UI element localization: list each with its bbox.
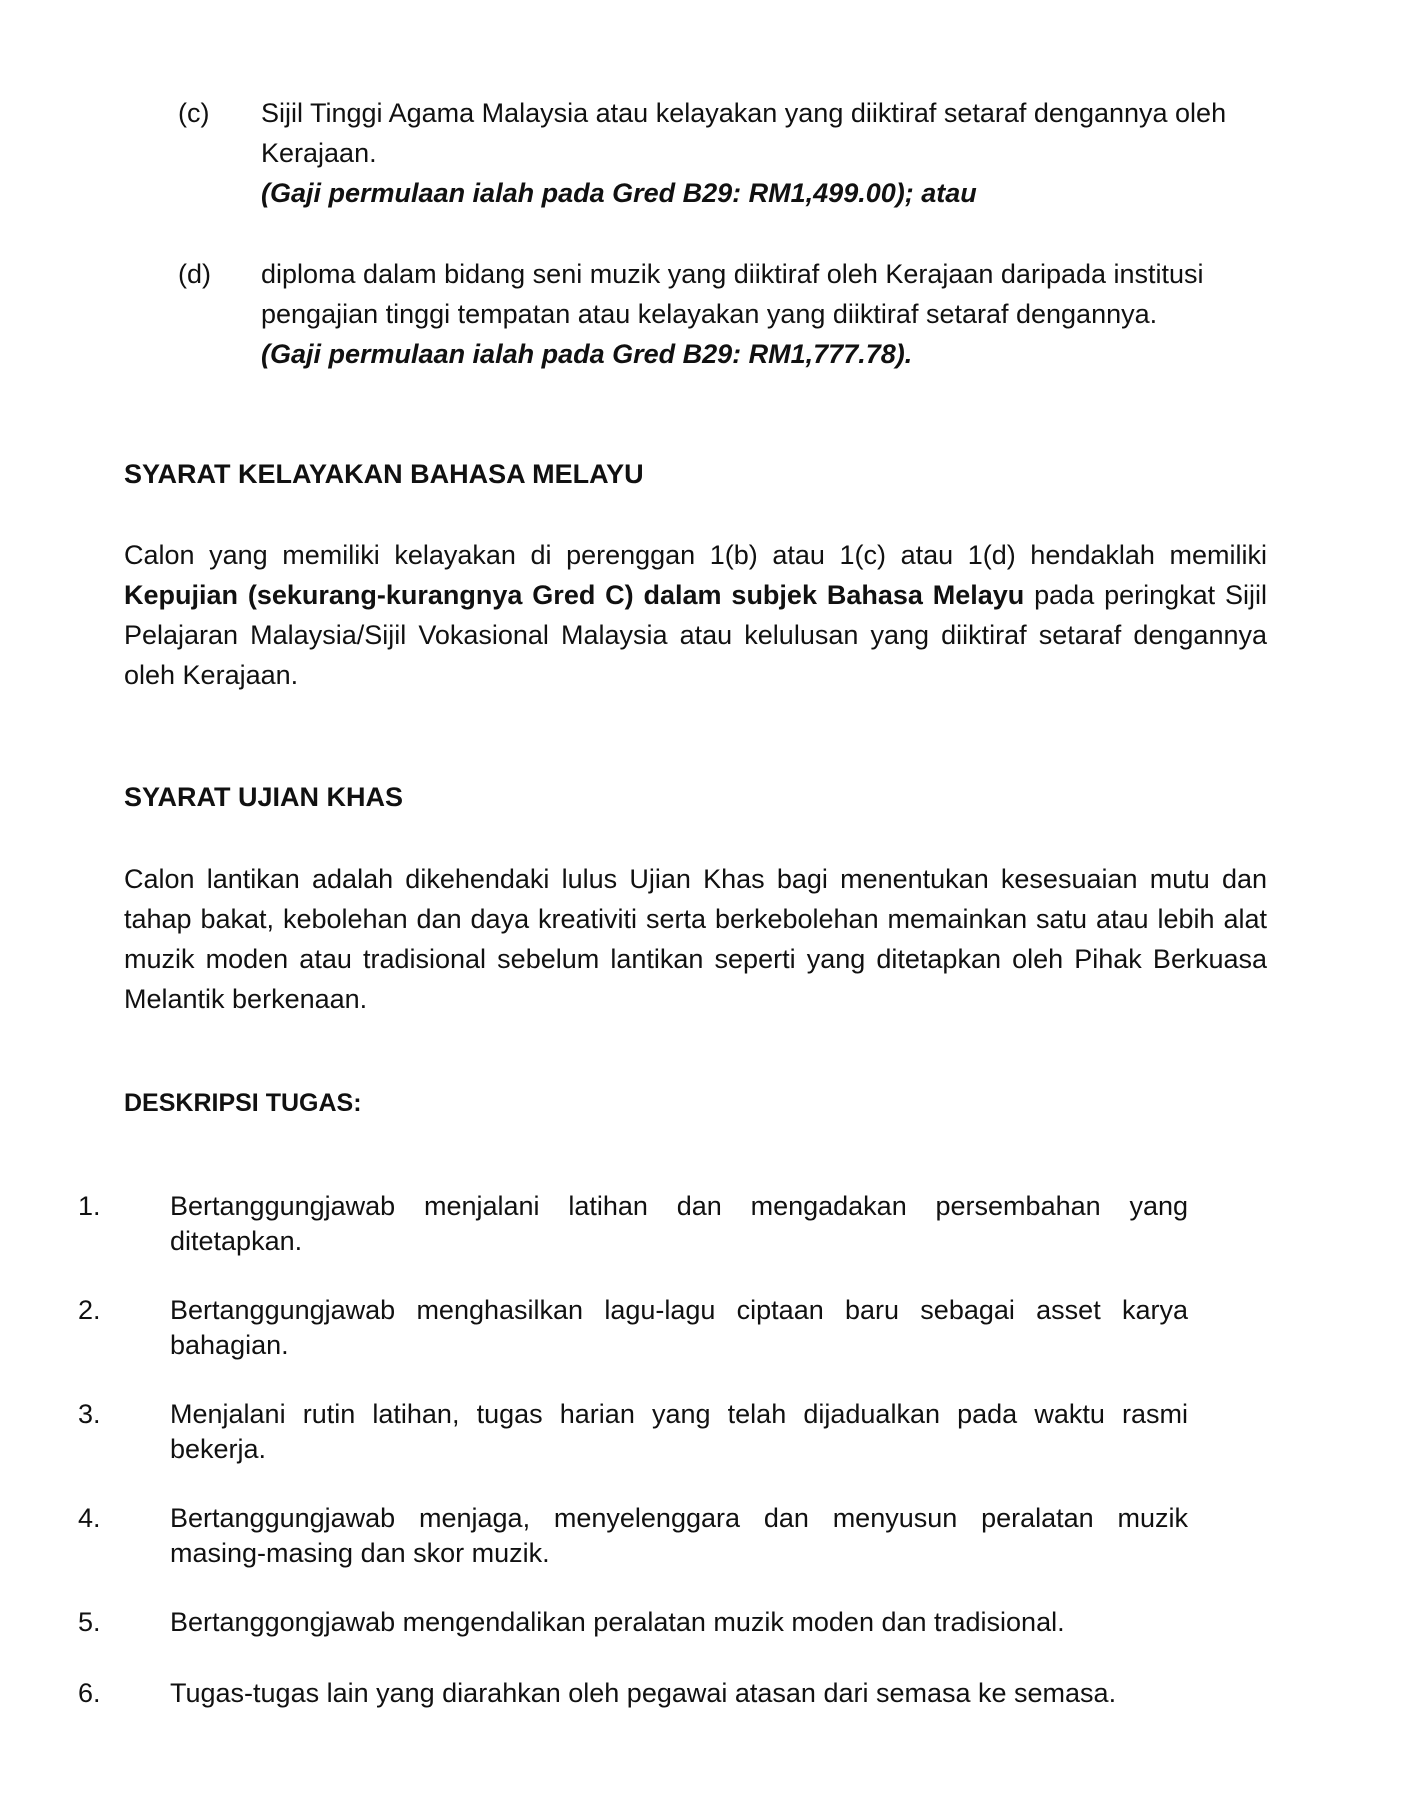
ujian-khas-paragraph: Calon lantikan adalah dikehendaki lulus Ujian Khas bagi menentukan kesesuaian mutu dan tahap bakat, kebolehan dan daya kreativiti serta berkebolehan memainkan satu atau lebih alat muzik moden atau tradisional sebelum lantikan seperti yang ditetapkan oleh Pihak Berkuasa Melantik berkenaan. <box>124 864 1267 1014</box>
duty-text: Tugas-tugas lain yang diarahkan oleh pegawai atasan dari semasa ke semasa. <box>170 1678 1117 1708</box>
duty-text: Bertanggungjawab menjalani latihan dan mengadakan persembahan yang ditetapkan. <box>170 1191 1188 1256</box>
duty-text: Bertanggongjawab mengendalikan peralatan muzik moden dan tradisional. <box>170 1607 1065 1637</box>
bahasa-melayu-paragraph <box>124 535 1267 695</box>
paragraph-text: pada peringkat Sijil Pelajaran Malaysia/Sijil Vokasional Malaysia atau kelulusan yang diiktiraf setaraf dengannya oleh Kerajaan. <box>124 580 1267 690</box>
qualification-body <box>261 93 1261 213</box>
qualification-label: (c) <box>178 98 210 128</box>
duty-text: Bertanggungjawab menjaga, menyelenggara dan menyusun peralatan muzik masing-masing dan skor muzik. <box>170 1503 1188 1568</box>
paragraph-text: Calon yang memiliki kelayakan di perenggan 1(b) atau 1(c) atau 1(d) hendaklah memiliki <box>124 540 1267 570</box>
duty-number: 3. <box>78 1399 101 1429</box>
qualification-body <box>261 254 1221 374</box>
duty-number: 2. <box>78 1295 101 1325</box>
duty-number: 6. <box>78 1678 101 1708</box>
qualification-label: (d) <box>178 259 211 289</box>
duty-number: 1. <box>78 1191 101 1221</box>
section-heading-bahasa-melayu: SYARAT KELAYAKAN BAHASA MELAYU <box>124 459 644 489</box>
section-heading-deskripsi-tugas: DESKRIPSI TUGAS: <box>124 1089 362 1117</box>
qualification-text: diploma dalam bidang seni muzik yang diiktiraf oleh Kerajaan daripada institusi pengajian tinggi tempatan atau kelayakan yang diiktiraf setaraf dengannya. <box>261 259 1204 329</box>
section-heading-ujian-khas: SYARAT UJIAN KHAS <box>124 782 404 812</box>
duty-number: 4. <box>78 1503 101 1533</box>
starting-salary-note: (Gaji permulaan ialah pada Gred B29: RM1,499.00); atau <box>261 178 977 208</box>
qualification-text: Sijil Tinggi Agama Malaysia atau kelayakan yang diiktiraf setaraf dengannya oleh Kerajaan. <box>261 98 1227 168</box>
duty-text: Bertanggungjawab menghasilkan lagu-lagu ciptaan baru sebagai asset karya bahagian. <box>170 1295 1188 1360</box>
starting-salary-note: (Gaji permulaan ialah pada Gred B29: RM1,777.78). <box>261 339 913 369</box>
duty-number: 5. <box>78 1607 101 1637</box>
duty-text: Menjalani rutin latihan, tugas harian yang telah dijadualkan pada waktu rasmi bekerja. <box>170 1399 1188 1464</box>
paragraph-bold-text: Kepujian (sekurang-kurangnya Gred C) dalam subjek Bahasa Melayu <box>124 580 1025 610</box>
